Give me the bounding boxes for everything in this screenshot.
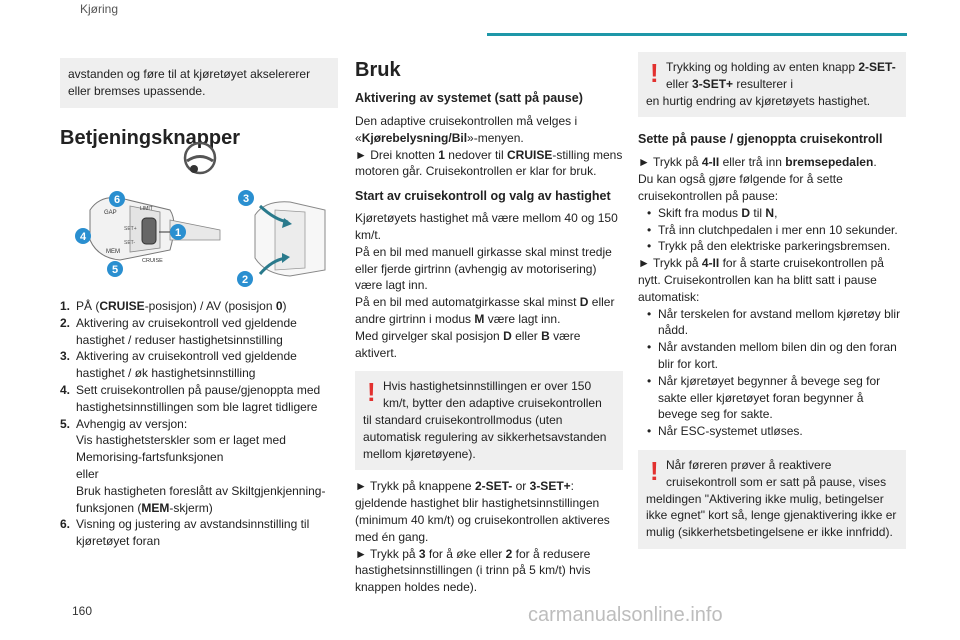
set-plus-label: SET+ (124, 226, 137, 232)
pause-options-list (638, 205, 906, 255)
paragraph: På en bil med automatgirkasse skal minst D eller andre girtrinn i modus M være lagt inn. (355, 295, 615, 326)
svg-text:3: 3 (242, 193, 250, 205)
badge-6 (109, 191, 125, 207)
column-1 (60, 52, 338, 150)
warning-box: ! Når føreren prøver å reaktivere cruisekontroll som er satt på pause, vises meldingen "Aktivering ikke mulig, betingelser ikke egnet" kort så, lenge gjenaktivering ikke er mulig (sikkerhetsbetingelsene er ikke innfridd). (638, 450, 906, 549)
list-item: 3. Aktivering av cruisekontroll ved gjeldende hastighet / øk hastighetsinnstilling (60, 349, 297, 381)
paragraph: Kjøretøyets hastighet må være mellom 40 og 150 km/t. (355, 211, 618, 242)
list-item: • Trykk på den elektriske parkeringsbremsen. (638, 238, 906, 255)
badge-4 (75, 228, 91, 244)
list-item: • Når avstanden mellom bilen din og den foran blir for kort. (638, 339, 906, 373)
warning-icon: ! (650, 455, 659, 486)
paragraph: ► Drei knotten 1 nedover til CRUISE-stilling mens motoren går. Cruisekontrollen er klar for bruk. (355, 147, 623, 179)
warning-icon: ! (650, 58, 659, 88)
cruise-control-stalk (90, 198, 220, 265)
cruise-label: CRUISE (142, 258, 163, 264)
stalk-side-view (255, 202, 325, 276)
badge-1 (170, 224, 186, 240)
limit-label: LIMIT (140, 206, 153, 212)
list-item: • Trå inn clutchpedalen i mer enn 10 sekunder. (638, 222, 906, 239)
subheading-pause: Sette på pause / gjenoppta cruisekontroll (638, 132, 883, 147)
svg-text:6: 6 (113, 194, 121, 206)
controls-list (60, 298, 338, 550)
list-item: • Når kjøretøyet begynner å bevege seg for sakte eller kjøretøyet foran begynner å bevege seg for sakte. (638, 373, 906, 423)
badge-2 (237, 271, 253, 287)
paragraph: På en bil med manuell girkasse skal minst tredje eller fjerde girtrinn (avhengig av motorisering) være lagt inn. (355, 244, 612, 293)
svg-text:2: 2 (241, 274, 249, 286)
svg-text:1: 1 (174, 227, 182, 239)
gap-label: GAP (104, 210, 117, 216)
paragraph: ► Trykk på knappene 2-SET- or 3-SET+: gjeldende hastighet blir hastighetsinnstillingen (minimum 40 km/t) og cruisekontrollen aktiveres med én gang. (355, 479, 610, 544)
badge-5 (107, 261, 123, 277)
column-3 (638, 52, 906, 549)
paragraph: Du kan også gjøre følgende for å sette cruisekontrollen på pause: (638, 172, 843, 203)
page-number: 160 (72, 604, 93, 618)
list-item: • Når terskelen for avstand mellom kjøretøy blir nådd. (638, 306, 906, 340)
header-accent-bar (487, 33, 907, 36)
list-item: 1. PÅ (CRUISE-posisjon) / AV (posisjon 0) (60, 299, 287, 313)
svg-text:4: 4 (79, 231, 87, 243)
paragraph: Med girvelger skal posisjon D eller B være aktivert. (355, 328, 581, 360)
watermark: carmanualsonline.info (528, 604, 723, 626)
mem-label: MEM (106, 249, 120, 255)
controls-illustration (60, 140, 340, 300)
paragraph: ► Trykk på 4-II eller trå inn bremsepedalen. (638, 155, 877, 170)
badge-3 (238, 190, 254, 206)
paragraph: ► Trykk på 3 for å øke eller 2 for å redusere hastighetsinnstillingen (i trinn på 5 km/t) hvis knappen holdes nede). (355, 546, 591, 595)
page-header-section: Kjøring (80, 2, 119, 16)
continuation-box (60, 58, 338, 108)
list-item: 4. Sett cruisekontrollen på pause/gjenoppta med hastighetsinnstillingen som ble lagret tidligere (60, 382, 321, 414)
svg-text:5: 5 (111, 264, 119, 276)
list-item: 6. Visning og justering av avstandsinnstilling til kjøretøyet foran (60, 517, 310, 549)
warning-box: ! Hvis hastighetsinnstillingen er over 150 km/t, bytter den adaptive cruisekontrollen til standard cruisekontrollmodus (uten automatisk regulering av sikkerhetsavstanden mellom kjøretøyene). (355, 371, 623, 470)
paragraph: Den adaptive cruisekontrollen må velges i «Kjørebelysning/Bil»-menyen. (355, 114, 578, 145)
heading-betjeningsknapper: Betjeningsknapper (60, 126, 241, 149)
subheading-aktivering: Aktivering av systemet (satt på pause) (355, 91, 583, 105)
warning-icon: ! (367, 377, 376, 408)
heading-bruk: Bruk (355, 59, 401, 81)
list-item: 2. Aktivering av cruisekontroll ved gjeldende hastighet / reduser hastighetsinnstilling (60, 315, 297, 347)
list-item: 5. Avhengig av versjon: Vis hastighetsterskler som er laget med Memorising-fartsfunksjonen eller Bruk hastigheten foreslått av Skiltgjenkjenning-funksjonen (MEM-skjerm) (60, 416, 326, 515)
column-2 (355, 52, 623, 596)
continuation-text: avstanden og føre til at kjøretøyet akselererer eller bremses upassende. (68, 67, 311, 98)
paragraph: ► Trykk på 4-II for å starte cruisekontrollen på nytt. Cruisekontrollen kan ha blitt satt i pause automatisk: (638, 256, 884, 304)
list-item: • Når ESC-systemet utløses. (638, 423, 906, 440)
auto-pause-list (638, 306, 906, 440)
steering-wheel-icon (185, 143, 215, 173)
subheading-start: Start av cruisekontroll og valg av hastighet (355, 189, 611, 204)
warning-box: ! Trykking og holding av enten knapp 2-SET- eller 3-SET+ resulterer i en hurtig endring av kjøretøyets hastighet. (638, 52, 906, 117)
list-item: • Skift fra modus D til N, (638, 205, 906, 222)
set-minus-label: SET- (124, 240, 136, 246)
